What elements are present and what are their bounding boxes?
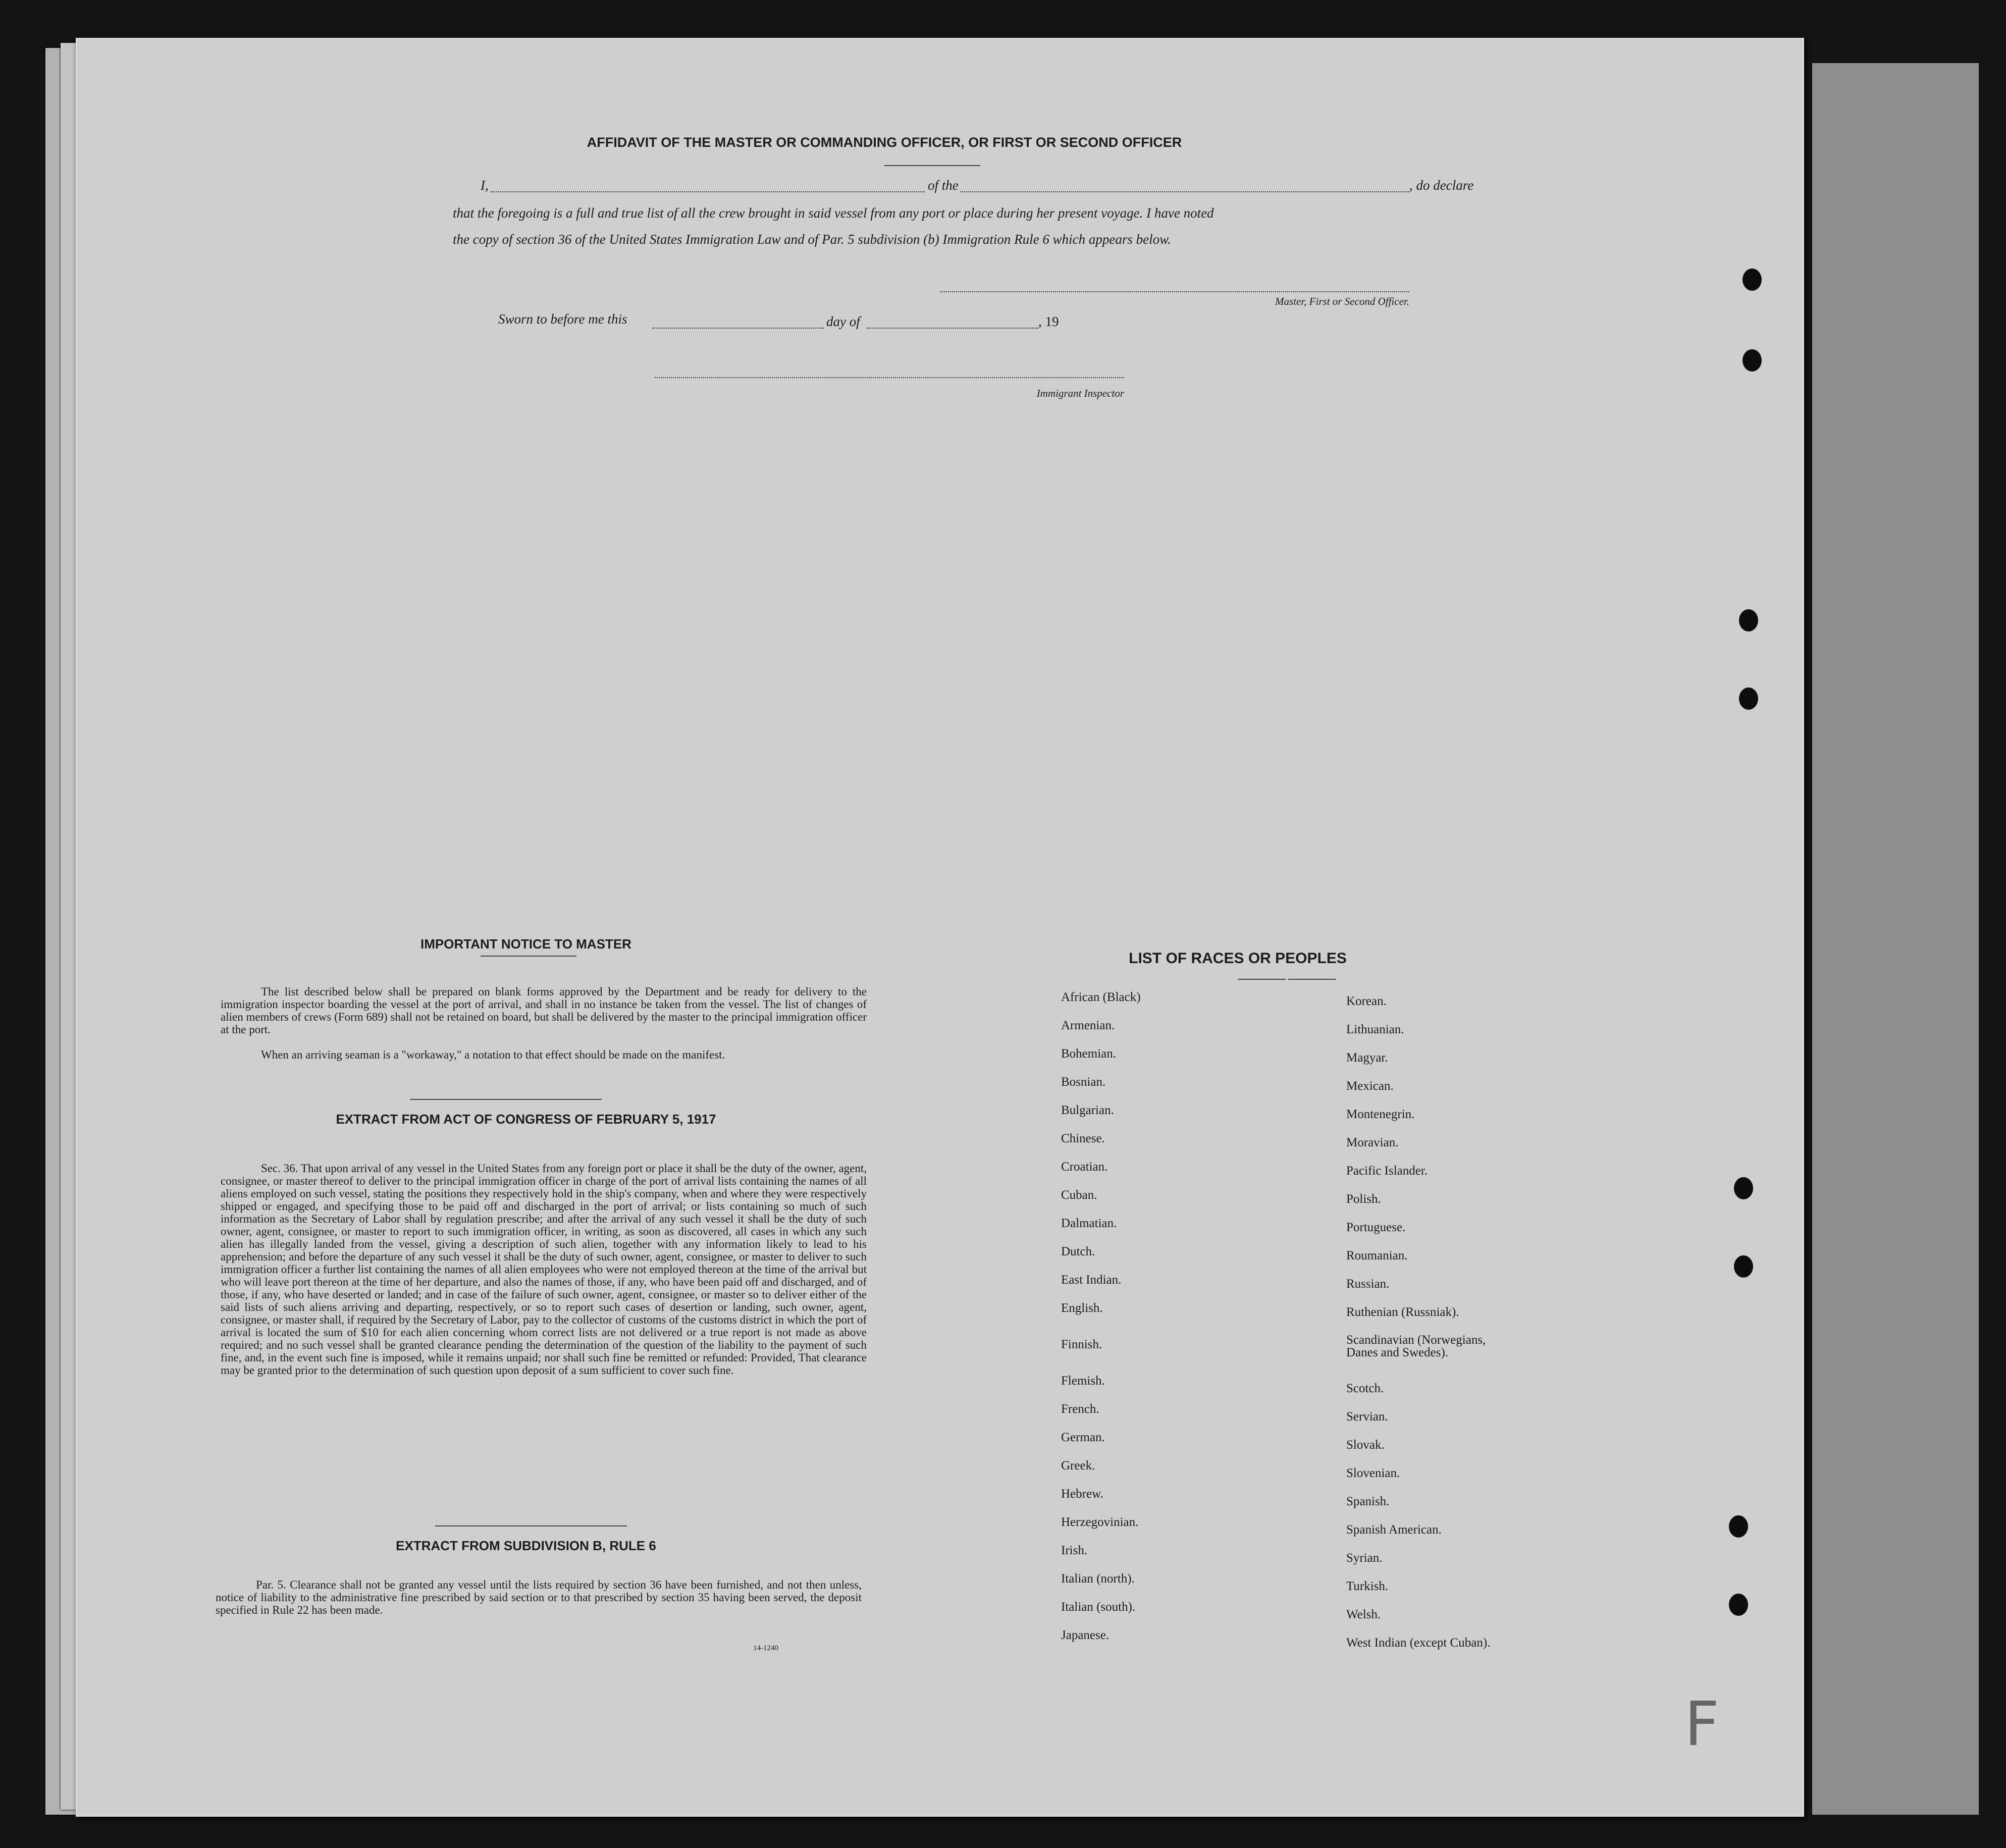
race-item: Ruthenian (Russniak).: [1346, 1305, 1459, 1319]
race-item: Bosnian.: [1061, 1075, 1106, 1089]
background-strip: [1812, 63, 1979, 1815]
race-item: Slovak.: [1346, 1438, 1385, 1452]
race-item: Scandinavian (Norwegians, Danes and Swedes).: [1346, 1333, 1486, 1359]
race-item: Magyar.: [1346, 1051, 1388, 1065]
race-item: Irish.: [1061, 1544, 1088, 1557]
races-title: LIST OF RACES OR PEOPLES: [1129, 950, 1347, 967]
race-item: Spanish.: [1346, 1495, 1390, 1508]
act-extract-title: EXTRACT FROM ACT OF CONGRESS OF FEBRUARY 5, 1917: [336, 1112, 716, 1127]
affidavit-title: AFFIDAVIT OF THE MASTER OR COMMANDING OFFICER, OR FIRST OR SECOND OFFICER: [587, 135, 1182, 150]
vessel-blank[interactable]: [960, 191, 1409, 192]
binder-hole: [1734, 1255, 1753, 1278]
race-item: Roumanian.: [1346, 1249, 1408, 1262]
race-item: Armenian.: [1061, 1019, 1115, 1032]
race-item: Slovenian.: [1346, 1466, 1400, 1480]
binder-hole: [1739, 609, 1758, 631]
act-extract-text: Sec. 36. That upon arrival of any vessel in the United States from any foreign port or place it shall be the duty of the owner, agent, consignee, or master thereof to deliver to the principal immigration officer in charge of the port of arrival lists containing the names of all aliens employed on such vessel, stating the positions they respectively hold in the ship's company, when and where they were respectively shipped or engaged, and specifying those to be paid off and discharged in the port of arrival; or lists containing so much of such information as the Secretary of Labor shall by regulation prescribe; and after the arrival of any such vessel it shall be the duty of such owner, agent, consignee, or master to report to such immigration officer, in writing, as soon as discovered, all cases in which any such alien has illegally landed from the vessel, giving a description of such alien, together with any information likely to lead to his apprehension; and before the departure of any such vessel it shall be the duty of such owner, agent, consignee, or master to deliver to such immigration officer a further list containing the names of all alien employees who were not employed thereon at the time of the arrival but who will leave port thereon at the time of her departure, and also the names of those, if any, who have been paid off and discharged, and of those, if any, who have deserted or landed; and in case of the failure of such owner, agent, consignee, or master so to deliver either of the said lists of such aliens arriving and departing, respectively, or so to report such cases of desertion or landing, such owner, agent, consignee, or master shall, if required by the Secretary of Labor, pay to the collector of customs of the customs district in which the port of arrival is located the sum of $10 for each alien concerning whom correct lists are not delivered or a true report is not made as above required; and no such vessel shall be granted clearance pending the determination of the question of the liability to the payment of such fine, and, in the event such fine is imposed, while it remains unpaid; nor shall such fine be remitted or refunded: Provided, That clearance may be granted prior to the determination of such question upon deposit of a sum sufficient to cover such fine.: [221, 1162, 867, 1377]
race-item: Croatian.: [1061, 1160, 1108, 1174]
race-item: English.: [1061, 1301, 1103, 1315]
sworn-month-blank[interactable]: [867, 328, 1038, 329]
name-blank[interactable]: [491, 191, 925, 192]
day-of-label: day of: [826, 314, 860, 329]
affidavit-line-3: the copy of section 36 of the United States Immigration Law and of Par. 5 subdivision (b) Immigration Rule 6 which appears below.: [453, 232, 1171, 247]
manifest-page: [76, 38, 1804, 1817]
race-item: Dutch.: [1061, 1245, 1095, 1258]
race-item: Portuguese.: [1346, 1221, 1406, 1234]
race-item: African (Black): [1061, 990, 1141, 1004]
sworn-label: Sworn to before me this: [498, 311, 627, 327]
race-item: Servian.: [1346, 1410, 1388, 1423]
race-item: Chinese.: [1061, 1132, 1105, 1145]
binder-hole: [1743, 349, 1762, 372]
race-item: Cuban.: [1061, 1188, 1097, 1202]
divider: [1288, 979, 1336, 980]
inspector-signature-line[interactable]: [655, 377, 1124, 378]
race-item: Welsh.: [1346, 1608, 1381, 1621]
divider: [1238, 979, 1286, 980]
binder-hole: [1729, 1594, 1748, 1616]
race-item: Hebrew.: [1061, 1487, 1103, 1501]
race-item: Lithuanian.: [1346, 1023, 1404, 1036]
binder-hole: [1729, 1515, 1748, 1538]
race-item: Pacific Islander.: [1346, 1164, 1428, 1178]
race-item: Japanese.: [1061, 1628, 1110, 1642]
margin-mark: F: [1684, 1689, 1720, 1760]
race-item: Spanish American.: [1346, 1523, 1442, 1537]
divider: [481, 956, 576, 957]
race-item: Greek.: [1061, 1459, 1095, 1472]
rule-extract-text: Par. 5. Clearance shall not be granted any vessel until the lists required by section 36 have been furnished, and not then unless, notice of liability to the administrative fine prescribed by said section or to that prescribed by section 35 having been served, the deposit specified in Rule 22 has been made.: [216, 1578, 862, 1616]
race-item: Bulgarian.: [1061, 1103, 1114, 1117]
race-item: Italian (north).: [1061, 1572, 1135, 1586]
race-item: Italian (south).: [1061, 1600, 1136, 1614]
race-item: French.: [1061, 1402, 1099, 1416]
form-number: 14-1240: [753, 1644, 778, 1652]
race-item: German.: [1061, 1431, 1105, 1444]
affidavit-line-2: that the foregoing is a full and true list of all the crew brought in said vessel from any port or place during her present voyage. I have noted: [453, 205, 1214, 221]
inspector-caption: Immigrant Inspector: [1036, 387, 1124, 399]
race-item: Moravian.: [1346, 1136, 1399, 1149]
binder-hole: [1734, 1177, 1753, 1199]
year-label: , 19: [1038, 314, 1059, 329]
race-item: Finnish.: [1061, 1338, 1102, 1351]
race-item: West Indian (except Cuban).: [1346, 1636, 1491, 1650]
signature-line[interactable]: [940, 291, 1409, 292]
race-item: Dalmatian.: [1061, 1217, 1117, 1230]
rule-extract-title: EXTRACT FROM SUBDIVISION B, RULE 6: [396, 1538, 656, 1553]
binder-hole: [1743, 269, 1762, 291]
divider: [884, 165, 980, 166]
race-item: East Indian.: [1061, 1273, 1122, 1287]
race-item: Turkish.: [1346, 1579, 1389, 1593]
race-item: Herzegovinian.: [1061, 1515, 1139, 1529]
race-item: Montenegrin.: [1346, 1107, 1415, 1121]
race-item: Bohemian.: [1061, 1047, 1117, 1061]
race-item: Korean.: [1346, 994, 1387, 1008]
affidavit-of-the: of the: [928, 178, 959, 193]
race-item: Syrian.: [1346, 1551, 1383, 1565]
sworn-day-blank[interactable]: [652, 328, 824, 329]
affidavit-do-declare: , do declare: [1409, 178, 1474, 193]
affidavit-i-label: I,: [481, 178, 489, 193]
race-item: Flemish.: [1061, 1374, 1105, 1388]
notice-paragraph-1: The list described below shall be prepared on blank forms approved by the Department and be ready for delivery to the immigration inspector boarding the vessel at the port of arrival, and shall in no instance be taken from the vessel. The list of changes of alien members of crews (Form 689) shall not be retained on board, but shall be delivered by the master to the principal immigration officer at the port.: [221, 985, 867, 1036]
race-item: Mexican.: [1346, 1079, 1394, 1093]
notice-paragraph-2: When an arriving seaman is a "workaway," a notation to that effect should be made on the manifest.: [261, 1048, 725, 1061]
race-item: Scotch.: [1346, 1382, 1384, 1395]
race-item: Russian.: [1346, 1277, 1390, 1291]
notice-title: IMPORTANT NOTICE TO MASTER: [420, 936, 631, 952]
binder-hole: [1739, 688, 1758, 710]
divider: [410, 1099, 602, 1100]
race-item: Polish.: [1346, 1192, 1381, 1206]
divider: [435, 1525, 627, 1526]
signature-caption: Master, First or Second Officer.: [1275, 295, 1409, 307]
